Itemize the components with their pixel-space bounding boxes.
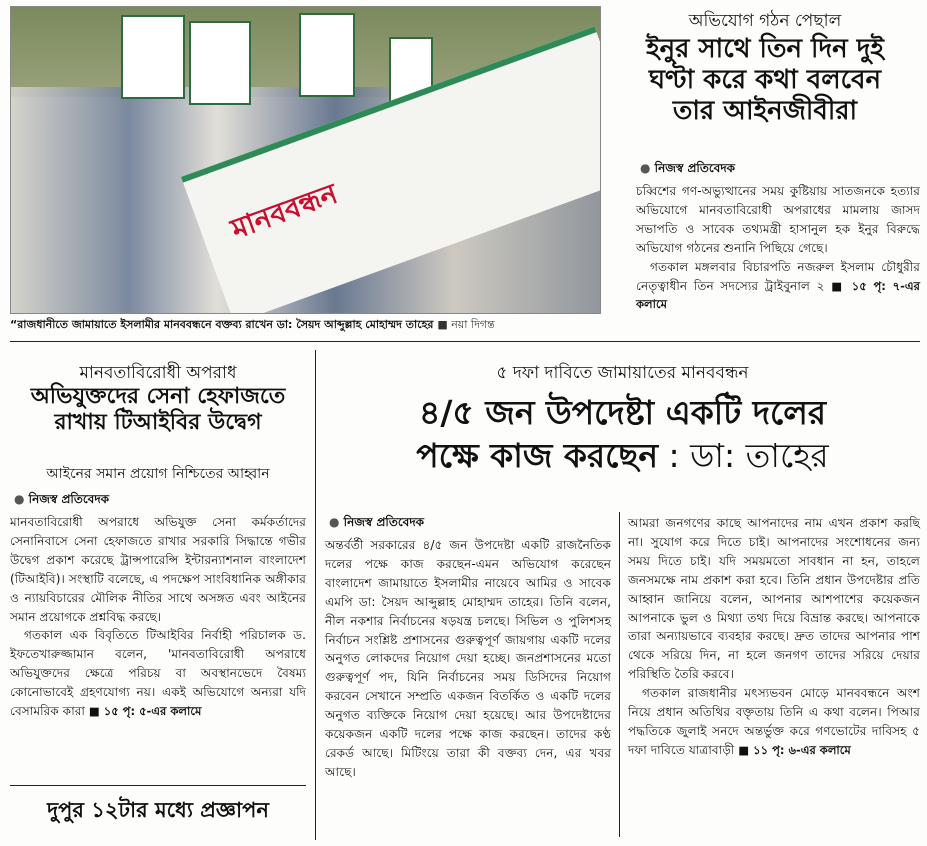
headline-line: তার আইনজীবীরা	[672, 96, 858, 127]
caption-text: রাজধানীতে জামায়াতে ইসলামীর মানববন্ধনে বক্তব্য রাখেন ডা: সৈয়দ আব্দুল্লাহ মোহাম্মদ তাহের	[17, 318, 434, 331]
story-main-headline	[325, 392, 920, 478]
column-divider	[315, 350, 316, 840]
story-left-byline: ● নিজস্ব প্রতিবেদক	[14, 491, 109, 511]
section-divider	[10, 785, 306, 786]
section-divider	[10, 341, 920, 342]
protest-sign	[121, 15, 185, 99]
news-photo	[10, 6, 601, 314]
jump-link[interactable]: ■ ১৫ পৃ: ৫-এর কলামে	[88, 704, 202, 719]
story-main-col1: অন্তর্বর্তী সরকারের ৪/৫ জন উপদেষ্টা একটি রাজনৈতিক দলের পক্ষে কাজ করছেন-এমন অভিযোগ করেছেন বাংলাদেশ জামায়াতে ইসলামীর নায়েবে আমির ও সাবেক এমপি ডা: সৈয়দ আব্দুল্লাহ মোহাম্মদ তাহের। তিনি বলেন, নীল নকশার নির্বাচনের ষড়যন্ত্র চলছে। সিভিল ও পুলিশসহ নির্বাচন সংশ্লিষ্ট প্রশাসনের গুরুত্বপূর্ণ জায়গায় একটি দলের অনুগত লোকদের নিয়োগ দেয়া হচ্ছে। জনপ্রশাসনের মতো গুরুত্বপূর্ণ পদ, যিনি নির্বাচনের সময় ডিসিদের নিয়োগ করবেন সেখানে সম্প্রতি একজন বিতর্কিত ও একটি দলের অনুগত ব্যক্তিকে নিয়োগ দেয়া হয়েছে। আর উপদেষ্টাদের কয়েকজন একটি দলের পক্ষে কাজ করছেন। তাদের কণ্ঠ রেকর্ড আছে। মিটিংয়ে তারা কী বক্তব্য দেন, এর খবর আছে।	[325, 538, 611, 779]
story-main-byline: ● নিজস্ব প্রতিবেদক	[329, 514, 424, 534]
protest-sign	[299, 13, 355, 97]
story-right-byline: ● নিজস্ব প্রতিবেদক	[640, 160, 735, 180]
protest-sign	[189, 21, 251, 105]
paragraph: আমরা জনগণের কাছে আপনাদের নাম এখন প্রকাশ করছি না। সুযোগ করে দিতে চাই। আপনাদের সংশোধনের জন্য সময় দিতে চাই। যদি সময়মতো সাবধান না হন, তাহলে জনসমক্ষে নাম প্রকাশ করা হবে। তিনি প্রধান উপদেষ্টার প্রতি আহ্বান জানিয়ে বলেন, আপনার আশপাশের কয়েকজন আপনাকে ভুল ও মিথ্যা তথ্য দিয়ে বিভ্রান্ত করছে। আপনাকে তারা অন্যায়ভাবে ব্যবহার করছে। দ্রুত তাদের আপনার পাশ থেকে সরিয়ে দিন, না হলে জনগণ তাদের সরিয়ে দেয়ার পরিস্থিতি তৈরি করবে।	[628, 516, 920, 682]
story-left-body	[10, 513, 306, 721]
story-main-kicker: ৫ দফা দাবিতে জামায়াতের মানববন্ধন	[496, 363, 749, 383]
column-divider	[619, 512, 620, 837]
headline-line: পক্ষে কাজ করছেন : ডা: তাহের	[416, 435, 829, 475]
paragraph: মানবতাবিরোধী অপরাধে অভিযুক্ত সেনা কর্মকর্তাদের সেনানিবাসে সেনা হেফাজতে রাখার সরকারি সিদ্ধান্তে গভীর উদ্বেগ প্রকাশ করেছে ট্রান্সপারেন্সি ইন্টারন্যাশনাল বাংলাদেশ (টিআইবি)। সংস্থাটি বলেছে, এ পদক্ষেপ সাংবিধানিক অঙ্গীকার ও ন্যায়বিচারের মৌলিক নীতির সাথে অসঙ্গত এবং আইনের সমান প্রয়োগকে প্রশ্নবিদ্ধ করছে।	[10, 515, 306, 624]
story-right-body	[636, 182, 920, 314]
jump-link[interactable]: ■ ১১ পৃ: ৬-এর কলামে	[738, 742, 851, 757]
headline-line: ইনুর সাথে তিন দিন দুই	[646, 34, 884, 64]
photo-credit: ■ নয়া দিগন্ত	[437, 318, 495, 331]
paragraph: চব্বিশের গণ-অভ্যুত্থানের সময় কুষ্টিয়ায় সাতজনকে হত্যার অভিযোগে মানবতাবিরোধী অপরাধের মামলায় জাসদ সভাপতি ও সাবেক তথ্যমন্ত্রী হাসানুল হক ইনুর বিরুদ্ধে অভিযোগ গঠনের শুনানি পিছিয়ে গেছে।	[636, 184, 920, 255]
photo-caption: “রাজধানীতে জামায়াতে ইসলামীর মানববন্ধনে বক্তব্য রাখেন ডা: সৈয়দ আব্দুল্লাহ মোহাম্মদ তাহের ■ নয়া দিগন্ত	[10, 318, 495, 331]
paragraph: গতকাল মঙ্গলবার বিচারপতি নজরুল ইসলাম চৌধুরীর নেতৃত্বাধীন তিন সদস্যের ট্রাইবুনাল ২ ■ ১৫ পৃ: ৭-এর কলামে	[636, 259, 921, 312]
story-left-subhead: আইনের সমান প্রয়োগ নিশ্চিতের আহ্বান	[46, 466, 270, 482]
headline-line: ৪/৫ জন উপদেষ্টা একটি দলের	[418, 393, 827, 432]
paragraph: গতকাল রাজধানীর মৎস্যভবন মোড়ে মানববন্ধনে অংশ নিয়ে প্রধান অতিথির বক্তৃতায় তিনি এ কথা বলেন। পিআর পদ্ধতিকে জুলাই সনদে অন্তর্ভুক্ত করে গণভোটের দাবিসহ ৫ দফা দাবিতে যাত্রাবাড়ী ■ ১১ পৃ: ৬-এর কলামে	[628, 686, 920, 757]
headline-line: ঘণ্টা করে কথা বলবেন	[648, 65, 882, 96]
paragraph: গতকাল এক বিবৃতিতে টিআইবির নির্বাহী পরিচালক ড. ইফতেখারুজ্জামান বলেন, 'মানবতাবিরোধী অপরাধে অভিযুক্তদের ক্ষেত্রে পরিচয় বা অবস্থানভেদে বৈষম্য কোনোভাবেই গ্রহণযোগ্য নয়। একই অভিযোগে অন্যরা যদি বেসামরিক কারা ■ ১৫ পৃ: ৫-এর কলামে	[10, 628, 306, 719]
headline-line: রাখায় টিআইবির উদ্বেগ	[54, 410, 262, 436]
story-left-kicker: মানবতাবিরোধী অপরাধ	[79, 363, 237, 383]
story-right-kicker: অভিযোগ গঠন পেছাল	[688, 11, 842, 31]
story-bottom-headline: দুপুর ১২টার মধ্যে প্রজ্ঞাপন	[47, 798, 269, 822]
story-left-headline	[10, 384, 306, 437]
headline-line: অভিযুক্তদের সেনা হেফাজতে	[30, 384, 286, 409]
story-right-headline	[610, 34, 920, 128]
banner-text: মানববন্ধন	[226, 176, 342, 246]
jump-link[interactable]: ■ ১৫ পৃ: ৭-এর কলামে	[636, 278, 921, 312]
story-main-col2	[628, 514, 920, 760]
